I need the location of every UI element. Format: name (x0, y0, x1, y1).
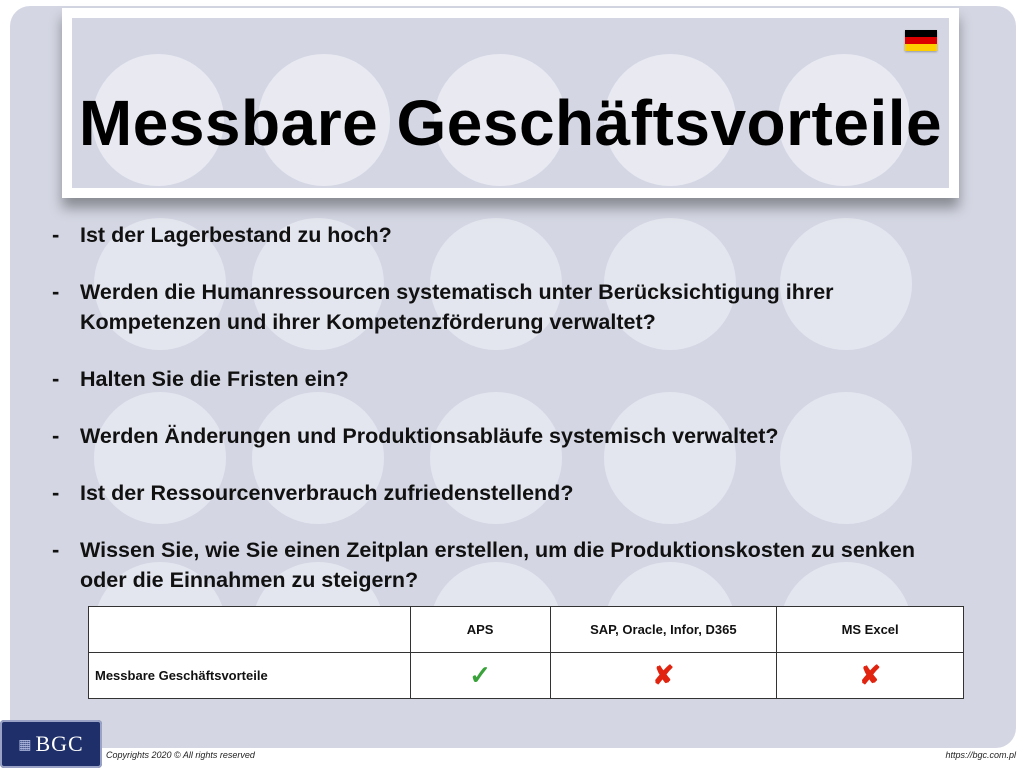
list-item (52, 535, 952, 595)
footer-copyright: Copyrights 2020 © All rights reserved (106, 750, 255, 760)
list-item (52, 277, 952, 337)
flag-stripe-gold (905, 44, 937, 51)
list-item (52, 364, 952, 394)
bullet-marker: - (52, 480, 60, 505)
page-title: Messbare Geschäftsvorteile (78, 87, 943, 159)
bullet-marker: - (52, 222, 60, 247)
table-header-aps: APS (410, 607, 550, 653)
table-header-row (89, 607, 964, 653)
bullet-text: Werden Änderungen und Produktionsabläufe systemisch verwaltet? (80, 424, 779, 448)
bullet-list (52, 220, 952, 622)
table-cell-erp (550, 653, 777, 699)
table-header-erp: SAP, Oracle, Infor, D365 (550, 607, 777, 653)
bullet-text: Halten Sie die Fristen ein? (80, 367, 349, 391)
list-item (52, 478, 952, 508)
bullet-marker: - (52, 279, 60, 304)
table-row (89, 653, 964, 699)
bullet-marker: - (52, 537, 60, 562)
bullet-text: Wissen Sie, wie Sie einen Zeitplan erstellen, um die Produktionskosten zu senken oder die Einnahmen zu steigern? (80, 538, 915, 592)
comparison-table (88, 606, 964, 699)
list-item (52, 220, 952, 250)
table-cell-aps (410, 653, 550, 699)
bullet-marker: - (52, 423, 60, 448)
table-header-excel: MS Excel (777, 607, 964, 653)
bullet-marker: - (52, 366, 60, 391)
bullet-text: Ist der Lagerbestand zu hoch? (80, 223, 392, 247)
logo-grid-icon: ▦ (18, 735, 32, 752)
cross-icon: ✘ (859, 660, 881, 690)
table-header-empty (89, 607, 411, 653)
table-row-label: Messbare Geschäftsvorteile (89, 653, 411, 699)
title-panel (72, 18, 949, 188)
footer-url-link[interactable]: https://bgc.com.pl (945, 750, 1016, 760)
germany-flag-icon (905, 30, 937, 51)
list-item (52, 421, 952, 451)
bullet-text: Werden die Humanressourcen systematisch unter Berücksichtigung ihrer Kompetenzen und ihrer Kompetenzförderung verwaltet? (80, 280, 834, 334)
flag-stripe-black (905, 30, 937, 37)
logo-text: BGC (35, 731, 84, 756)
flag-stripe-red (905, 37, 937, 44)
cross-icon: ✘ (652, 660, 675, 690)
title-card (62, 8, 959, 198)
check-icon: ✓ (469, 660, 491, 690)
bgc-logo-icon (0, 720, 102, 768)
bullet-text: Ist der Ressourcenverbrauch zufriedenstellend? (80, 481, 574, 505)
table-cell-excel (777, 653, 964, 699)
